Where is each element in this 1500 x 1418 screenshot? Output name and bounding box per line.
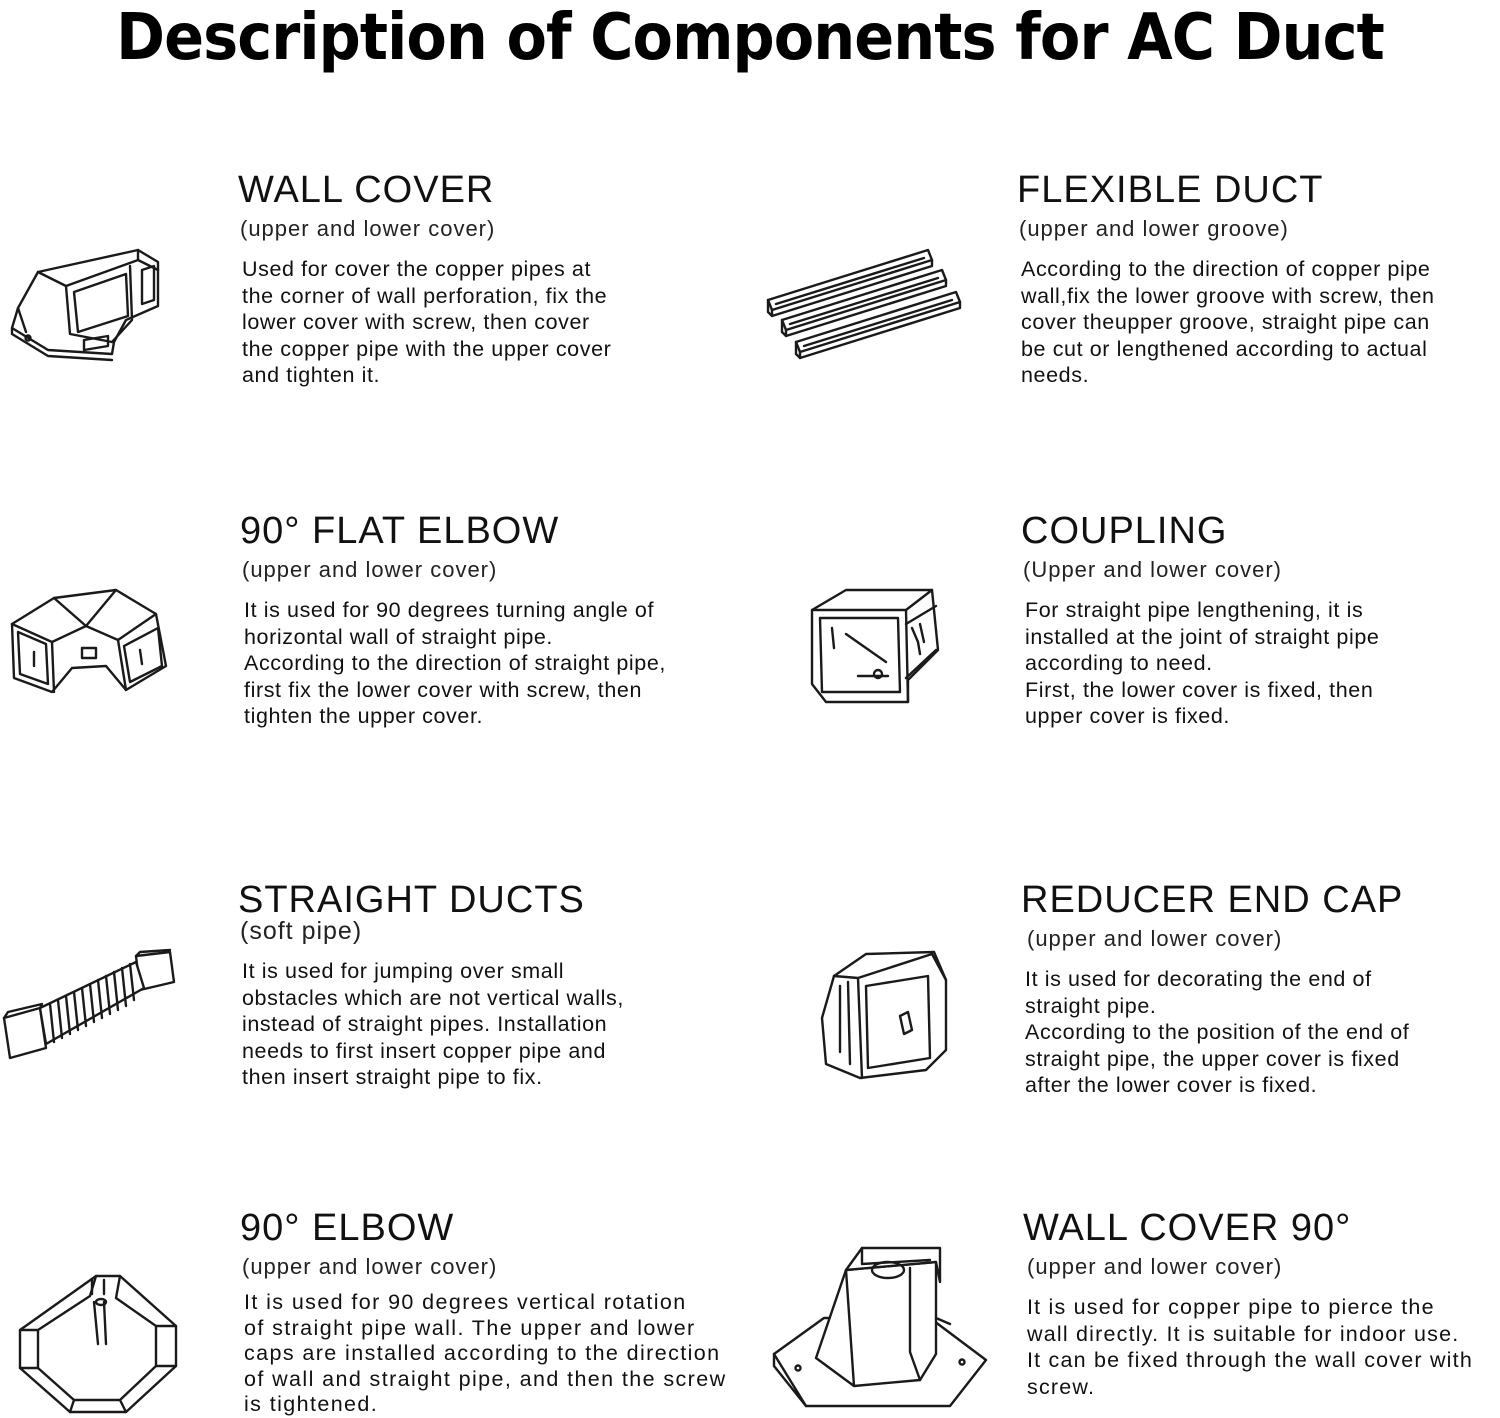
component-name: FLEXIBLE DUCT <box>1017 169 1324 211</box>
component-flexible-duct <box>1017 170 1435 389</box>
component-description: It is used for jumping over small obstacles which are not vertical walls, instead of straight pipes. Installation needs to first insert copper pipe and then insert straight pipe to fix. <box>242 959 624 1089</box>
component-name: REDUCER END CAP <box>1021 879 1404 921</box>
component-elbow-90 <box>240 1208 727 1418</box>
wall-cover-icon <box>8 242 168 372</box>
component-coupling <box>1021 511 1379 730</box>
component-subtitle: (Upper and lower cover) <box>1023 557 1282 582</box>
component-straight-ducts <box>238 880 624 1091</box>
straight-ducts-icon <box>0 948 178 1060</box>
component-name: WALL COVER 90° <box>1023 1207 1352 1249</box>
component-name: COUPLING <box>1021 510 1228 552</box>
component-description: It is used for decorating the end of straight pipe. According to the position of the end of straight pipe, the upper cover is fixed after the lower cover is fixed. <box>1025 967 1410 1097</box>
component-description: It is used for 90 degrees turning angle of horizontal wall of straight pipe. According to the direction of straight pipe, first fix the lower cover with screw, then tighten the upper cover. <box>244 598 666 728</box>
component-name: WALL COVER <box>238 169 495 211</box>
component-subtitle: (upper and lower cover) <box>1027 1254 1283 1279</box>
coupling-icon <box>806 584 946 708</box>
flexible-duct-icon <box>764 246 964 372</box>
component-wall-cover <box>238 170 611 389</box>
component-subtitle: (upper and lower cover) <box>240 216 496 241</box>
component-wall-cover-90 <box>1023 1208 1473 1400</box>
component-subtitle: (upper and lower groove) <box>1019 216 1289 241</box>
component-subtitle: (upper and lower cover) <box>242 557 498 582</box>
component-description: For straight pipe lengthening, it is installed at the joint of straight pipe according to need. First, the lower cover is fixed, then upper cover is fixed. <box>1025 598 1380 728</box>
component-description: It is used for 90 degrees vertical rotation of straight pipe wall. The upper and lower caps are installed according to the direction of wall and straight pipe, and then the screw is tightened. <box>244 1290 727 1416</box>
elbow-90-icon <box>12 1272 182 1418</box>
component-reducer-end-cap <box>1021 880 1409 1099</box>
reducer-end-cap-icon <box>816 946 952 1082</box>
component-description: Used for cover the copper pipes at the corner of wall perforation, fix the lower cover with screw, then cover the copper pipe with the upper cover and tighten it. <box>242 257 612 387</box>
flat-elbow-icon <box>6 586 172 696</box>
component-name: STRAIGHT DUCTS <box>238 879 585 921</box>
component-description: According to the direction of copper pipe wall,fix the lower groove with screw, then cover theupper groove, straight pipe can be cut or lengthened according to actual needs. <box>1021 257 1435 387</box>
component-name: 90° ELBOW <box>240 1207 455 1249</box>
page-title: Description of Components for AC Duct <box>116 1 1384 75</box>
component-description: It is used for copper pipe to pierce the wall directly. It is suitable for indoor use. It can be fixed through the wall cover with screw. <box>1027 1295 1473 1399</box>
component-subtitle: (soft pipe) <box>240 917 363 945</box>
component-subtitle: (upper and lower cover) <box>1027 926 1283 951</box>
component-subtitle: (upper and lower cover) <box>242 1254 498 1279</box>
component-flat-elbow <box>240 511 666 730</box>
wall-cover-90-icon <box>770 1242 988 1410</box>
component-name: 90° FLAT ELBOW <box>240 510 560 552</box>
